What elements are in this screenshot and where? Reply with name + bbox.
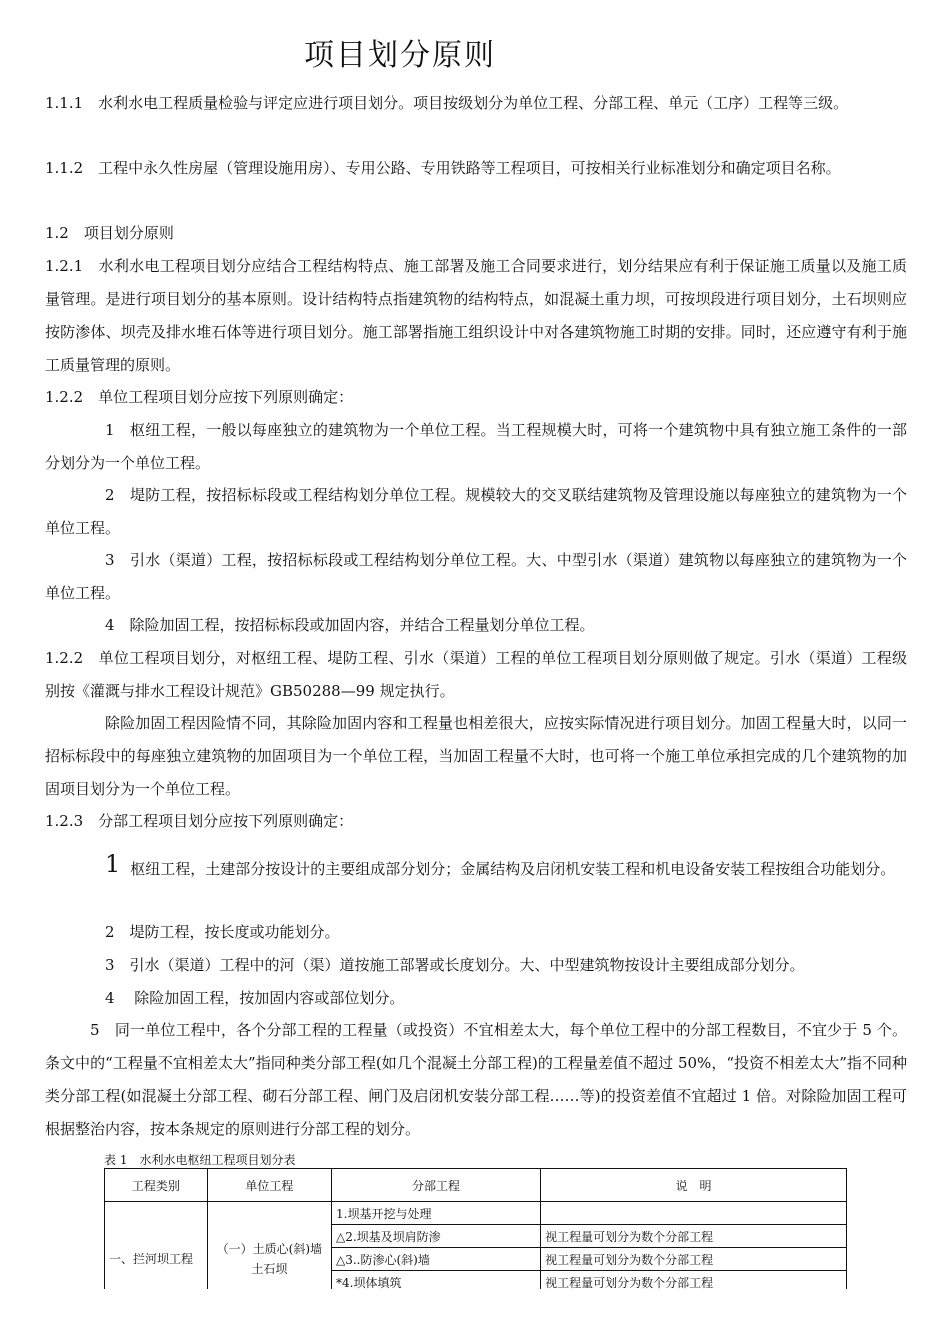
table-caption: 表 1 水利水电枢纽工程项目划分表: [104, 1153, 296, 1167]
part-cell: △3..防渗心(斜)墙: [332, 1248, 541, 1271]
clause-1-2-3-item-1: [45, 842, 907, 891]
page-title: 项目划分原则: [304, 38, 496, 73]
table-row: [105, 1202, 847, 1225]
clause-1-1-2: 1.1.2 工程中永久性房屋（管理设施用房）、专用公路、专用铁路等工程项目，可按相关行业标准划分和确定项目名称。: [45, 159, 841, 177]
part-cell: △2.坝基及坝肩防渗: [332, 1225, 541, 1248]
clause-1-2-2-explanation: 1.2.2 单位工程项目划分，对枢纽工程、堤防工程、引水（渠道）工程的单位工程项目划分原则做了规定。引水（渠道）工程级别按《灌溉与排水工程设计规范》GB50288—99 规定执行。: [45, 649, 907, 700]
part-cell: *4.坝体填筑: [332, 1271, 541, 1290]
clause-1-2-2: 1.2.2 单位工程项目划分应按下列原则确定：: [45, 388, 354, 406]
table-clip: [0, 1168, 950, 1289]
clause-1-2-3-item-5: 5 同一单位工程中，各个分部工程的工程量（或投资）不宜相差太大，每个单位工程中的分部工程数目，不宜少于 5 个。 条文中的“工程量不宜相差太大”指同种类分部工程(如几个混凝土分部工程)的工程量差值不超过 50%，“投资不相差太大”指不同种类分部工程(如混凝土分部工程、砌石分部工程、闸门及启闭机安装分部工程……等)的投资差值不宜超过 1 倍。对除险加固工程可根据整治内容，按本条规定的原则进行分部工程的划分。: [45, 1021, 907, 1138]
clause-1-2-3-item-3: 3 引水（渠道）工程中的河（渠）道按施工部署或长度划分。大、中型建筑物按设计主要组成部分划分。: [105, 956, 805, 974]
clause-1-2-3: 1.2.3 分部工程项目划分应按下列原则确定：: [45, 812, 354, 830]
clause-1-2-1: 1.2.1 水利水电工程项目划分应结合工程结构特点、施工部署及施工合同要求进行，划分结果应有利于保证施工质量以及施工质量管理。是进行项目划分的基本原则。设计结构特点指建筑物的结构特点，如混凝土重力坝，可按坝段进行项目划分，土石坝则应按防渗体、坝壳及排水堆石体等进行项目划分。施工部署指施工组织设计中对各建筑物施工时期的安排。同时，还应遵守有利于施工质量管理的原则。: [45, 257, 907, 374]
header-cell: 分部工程: [332, 1169, 541, 1202]
header-cell: 单位工程: [207, 1169, 331, 1202]
clause-1-2-2-item-4: 4 除险加固工程，按招标标段或加固内容，并结合工程量划分单位工程。: [105, 616, 595, 634]
note-cell: 视工程量可划分为数个分部工程: [541, 1225, 847, 1248]
clause-1-2-3-item-2: 2 堤防工程，按长度或功能划分。: [105, 923, 340, 941]
header-cell: 工程类别: [105, 1169, 208, 1202]
clause-1-1-1: 1.1.1 水利水电工程质量检验与评定应进行项目划分。项目按级划分为单位工程、分部工程、单元（工序）工程等三级。: [45, 94, 849, 112]
item-text: 枢纽工程，土建部分按设计的主要组成部分划分；金属结构及启闭机安装工程和机电设备安装工程按组合功能划分。: [130, 860, 896, 878]
clause-1-2-2-item-2: 2 堤防工程，按招标标段或工程结构划分单位工程。规模较大的交叉联结建筑物及管理设施以每座独立的建筑物为一个单位工程。: [45, 486, 907, 537]
part-cell: 1.坝基开挖与处理: [332, 1202, 541, 1225]
note-cell: 视工程量可划分为数个分部工程: [541, 1248, 847, 1271]
clause-1-2-2-explanation-2: 除险加固工程因险情不同，其除险加固内容和工程量也相差很大，应按实际情况进行项目划分。加固工程量大时，以同一招标标段中的每座独立建筑物的加固项目为一个单位工程，当加固工程量不大时，也可将一个施工单位承担完成的几个建筑物的加固项目划分为一个单位工程。: [45, 714, 907, 798]
note-cell: [541, 1202, 847, 1225]
table-header-row: [105, 1169, 847, 1202]
project-division-table: [104, 1168, 847, 1289]
header-cell: 说 明: [541, 1169, 847, 1202]
note-cell: 视工程量可划分为数个分部工程: [541, 1271, 847, 1290]
section-heading-1-2: 1.2 项目划分原则: [45, 224, 174, 242]
unit-cell: （一）土质心(斜)墙土石坝: [207, 1202, 331, 1290]
item-number: 1: [105, 850, 121, 878]
clause-1-2-2-item-3: 3 引水（渠道）工程，按招标标段或工程结构划分单位工程。大、中型引水（渠道）建筑物以每座独立的建筑物为一个单位工程。: [45, 551, 907, 602]
category-cell: 一、拦河坝工程: [105, 1202, 208, 1290]
clause-1-2-2-item-1: 1 枢纽工程，一般以每座独立的建筑物为一个单位工程。当工程规模大时，可将一个建筑物中具有独立施工条件的一部分划分为一个单位工程。: [45, 421, 907, 472]
clause-1-2-3-item-4: 4 除险加固工程，按加固内容或部位划分。: [105, 989, 405, 1007]
